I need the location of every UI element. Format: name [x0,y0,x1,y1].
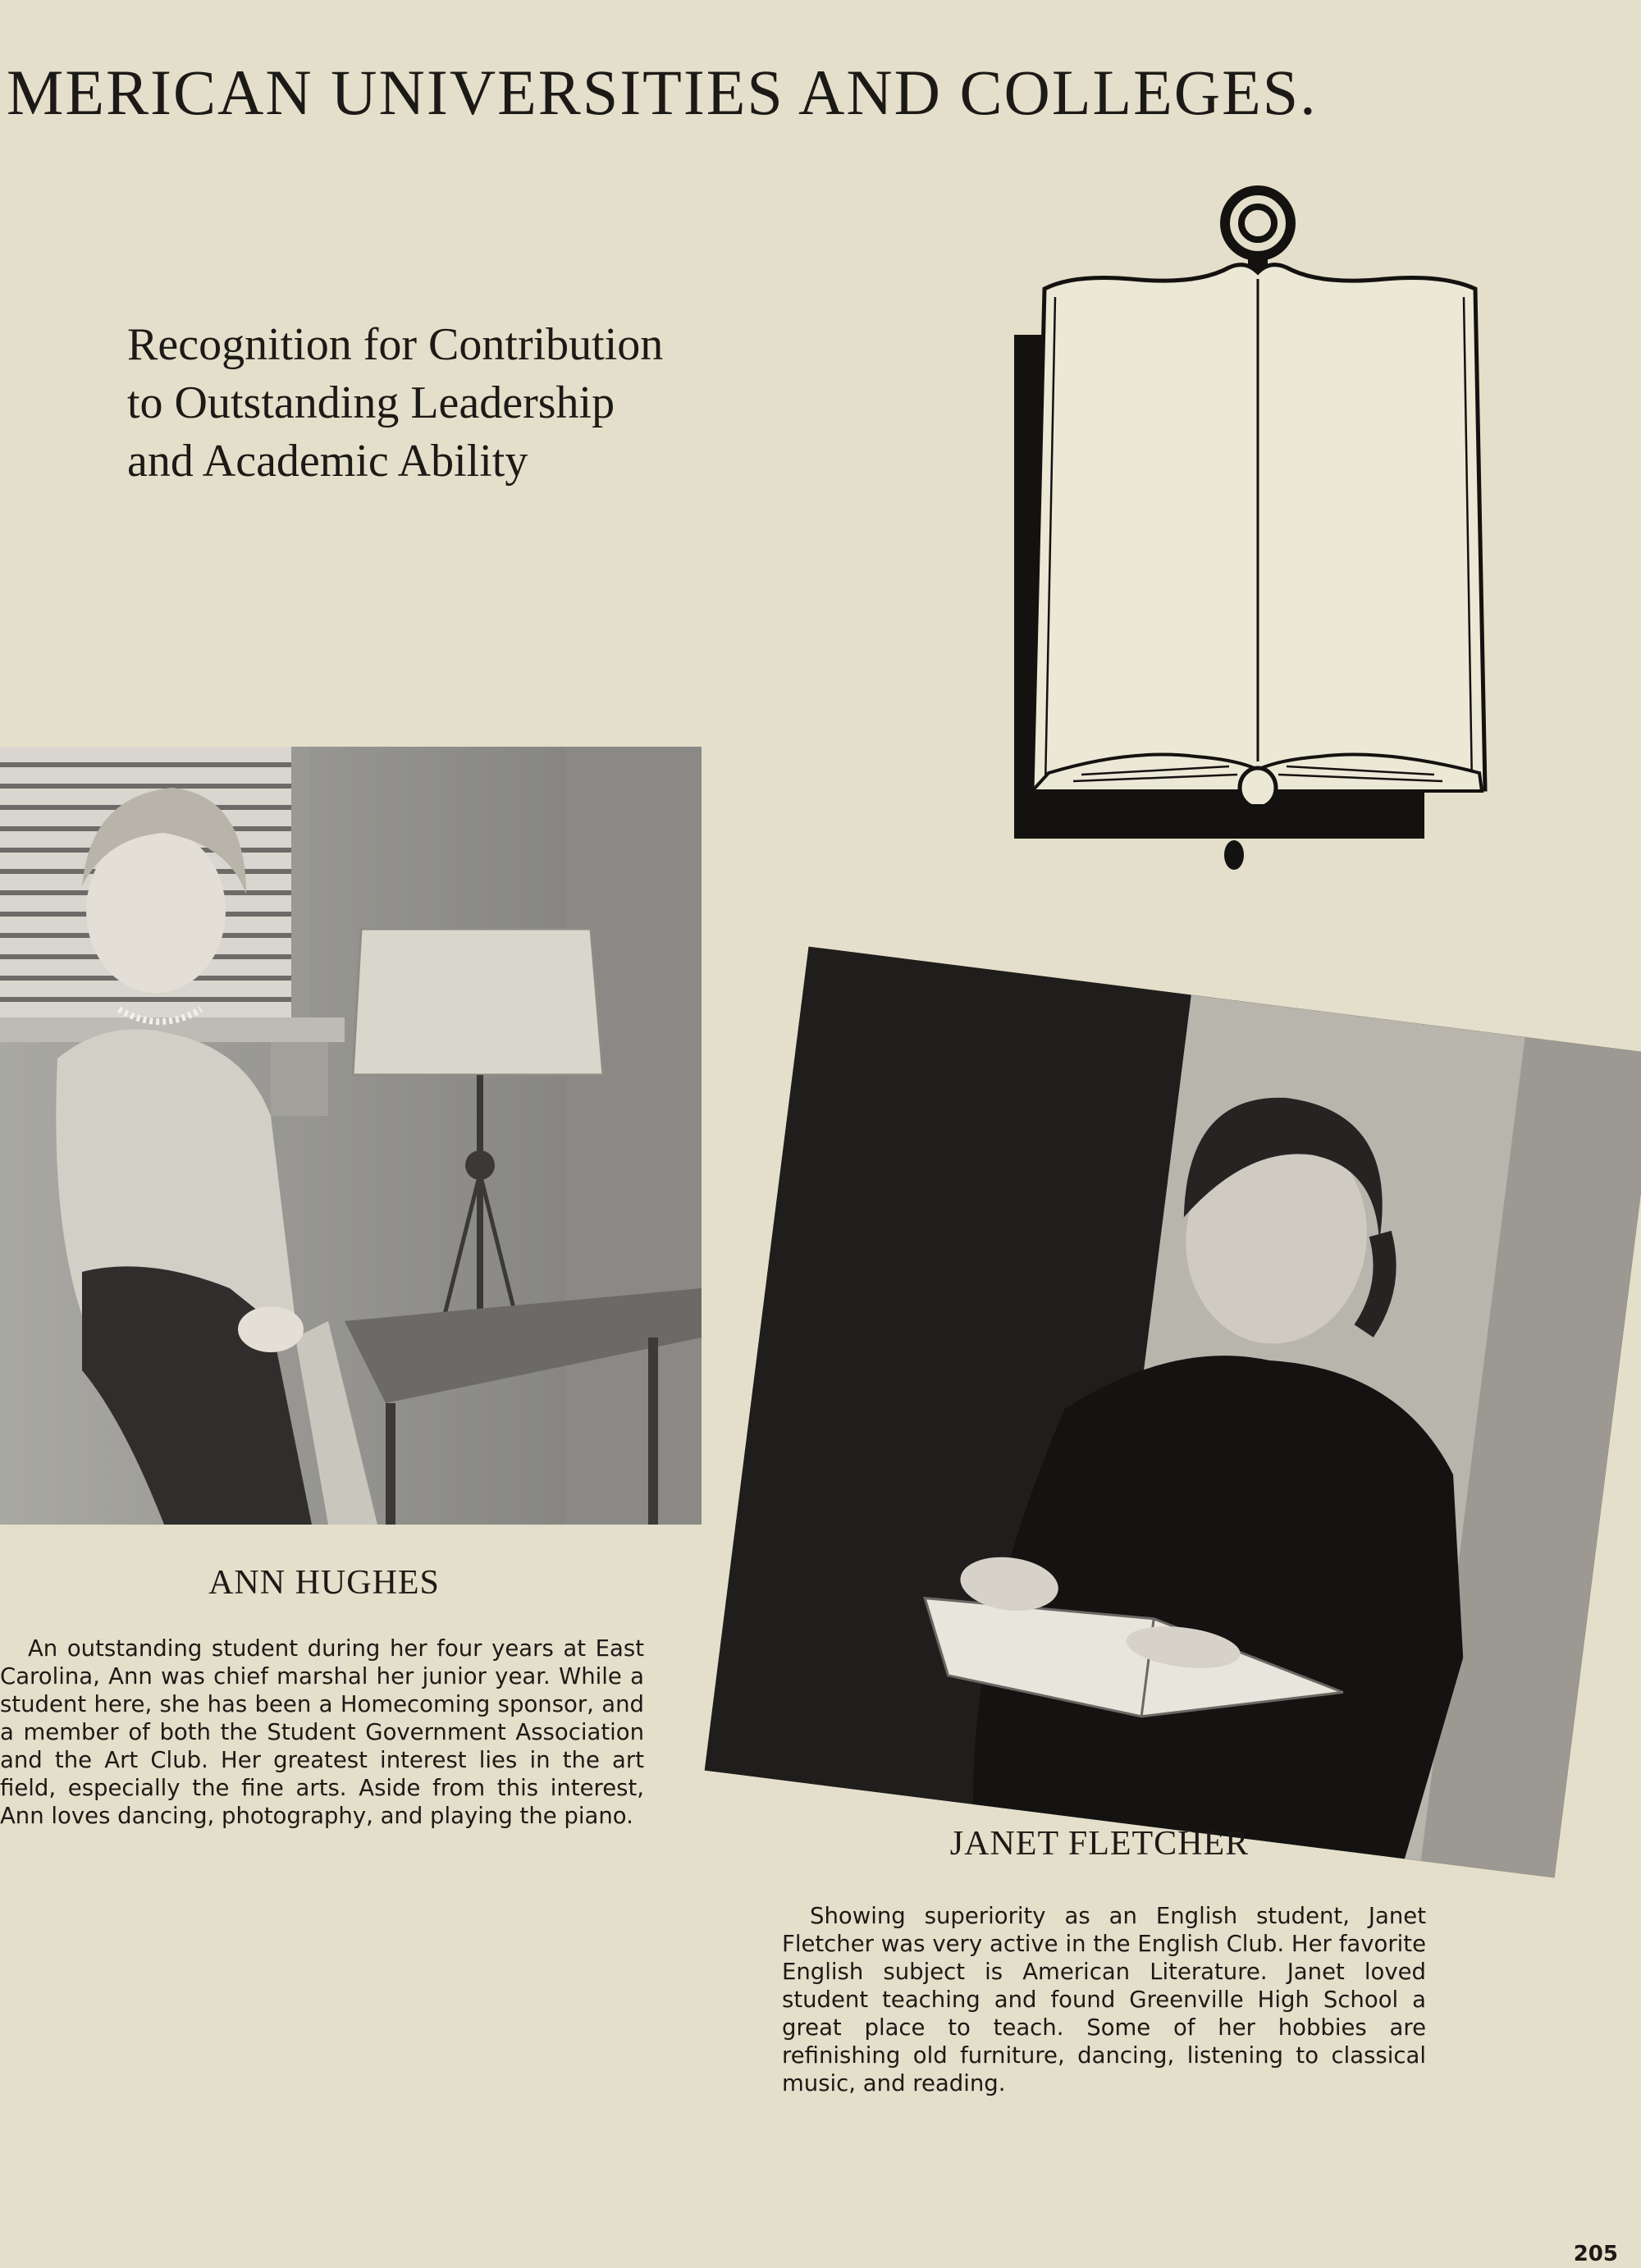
ann-hughes-photo [0,747,702,1525]
janet-fletcher-photo [705,947,1641,1878]
page-number: 205 [1573,2242,1618,2266]
janet-fletcher-bio: Showing superiority as an English student, Janet Fletcher was very active in the English Club. Her favorite English subject is American Literature. Janet loved student teaching and found Greenville High School a great place to teach. Some of her hobbies are refinishing old furniture, dancing, listening to classical music, and reading. [782,1903,1426,2097]
ann-hughes-name: ANN HUGHES [208,1564,440,1602]
subtitle-line: and Academic Ability [127,436,528,487]
janet-fletcher-photo-image [705,947,1641,1878]
subtitle-line: to Outstanding Leadership [127,377,615,428]
ann-hughes-photo-image [0,747,702,1525]
page-headline: MERICAN UNIVERSITIES AND COLLEGES. [7,57,1318,128]
page-subtitle [127,316,833,491]
subtitle-line: Recognition for Contribution [127,319,664,370]
janet-fletcher-name: JANET FLETCHER [949,1825,1250,1863]
open-book-icon [1008,182,1500,871]
ann-hughes-bio: An outstanding student during her four years at East Carolina, Ann was chief marshal her junior year. While a student here, she has been a Homecoming sponsor, and a member of both the Student Government Association and the Art Club. Her greatest interest lies in the art field, especially the fine arts. Aside from this interest, Ann loves dancing, photography, and playing the piano. [0,1635,644,1829]
